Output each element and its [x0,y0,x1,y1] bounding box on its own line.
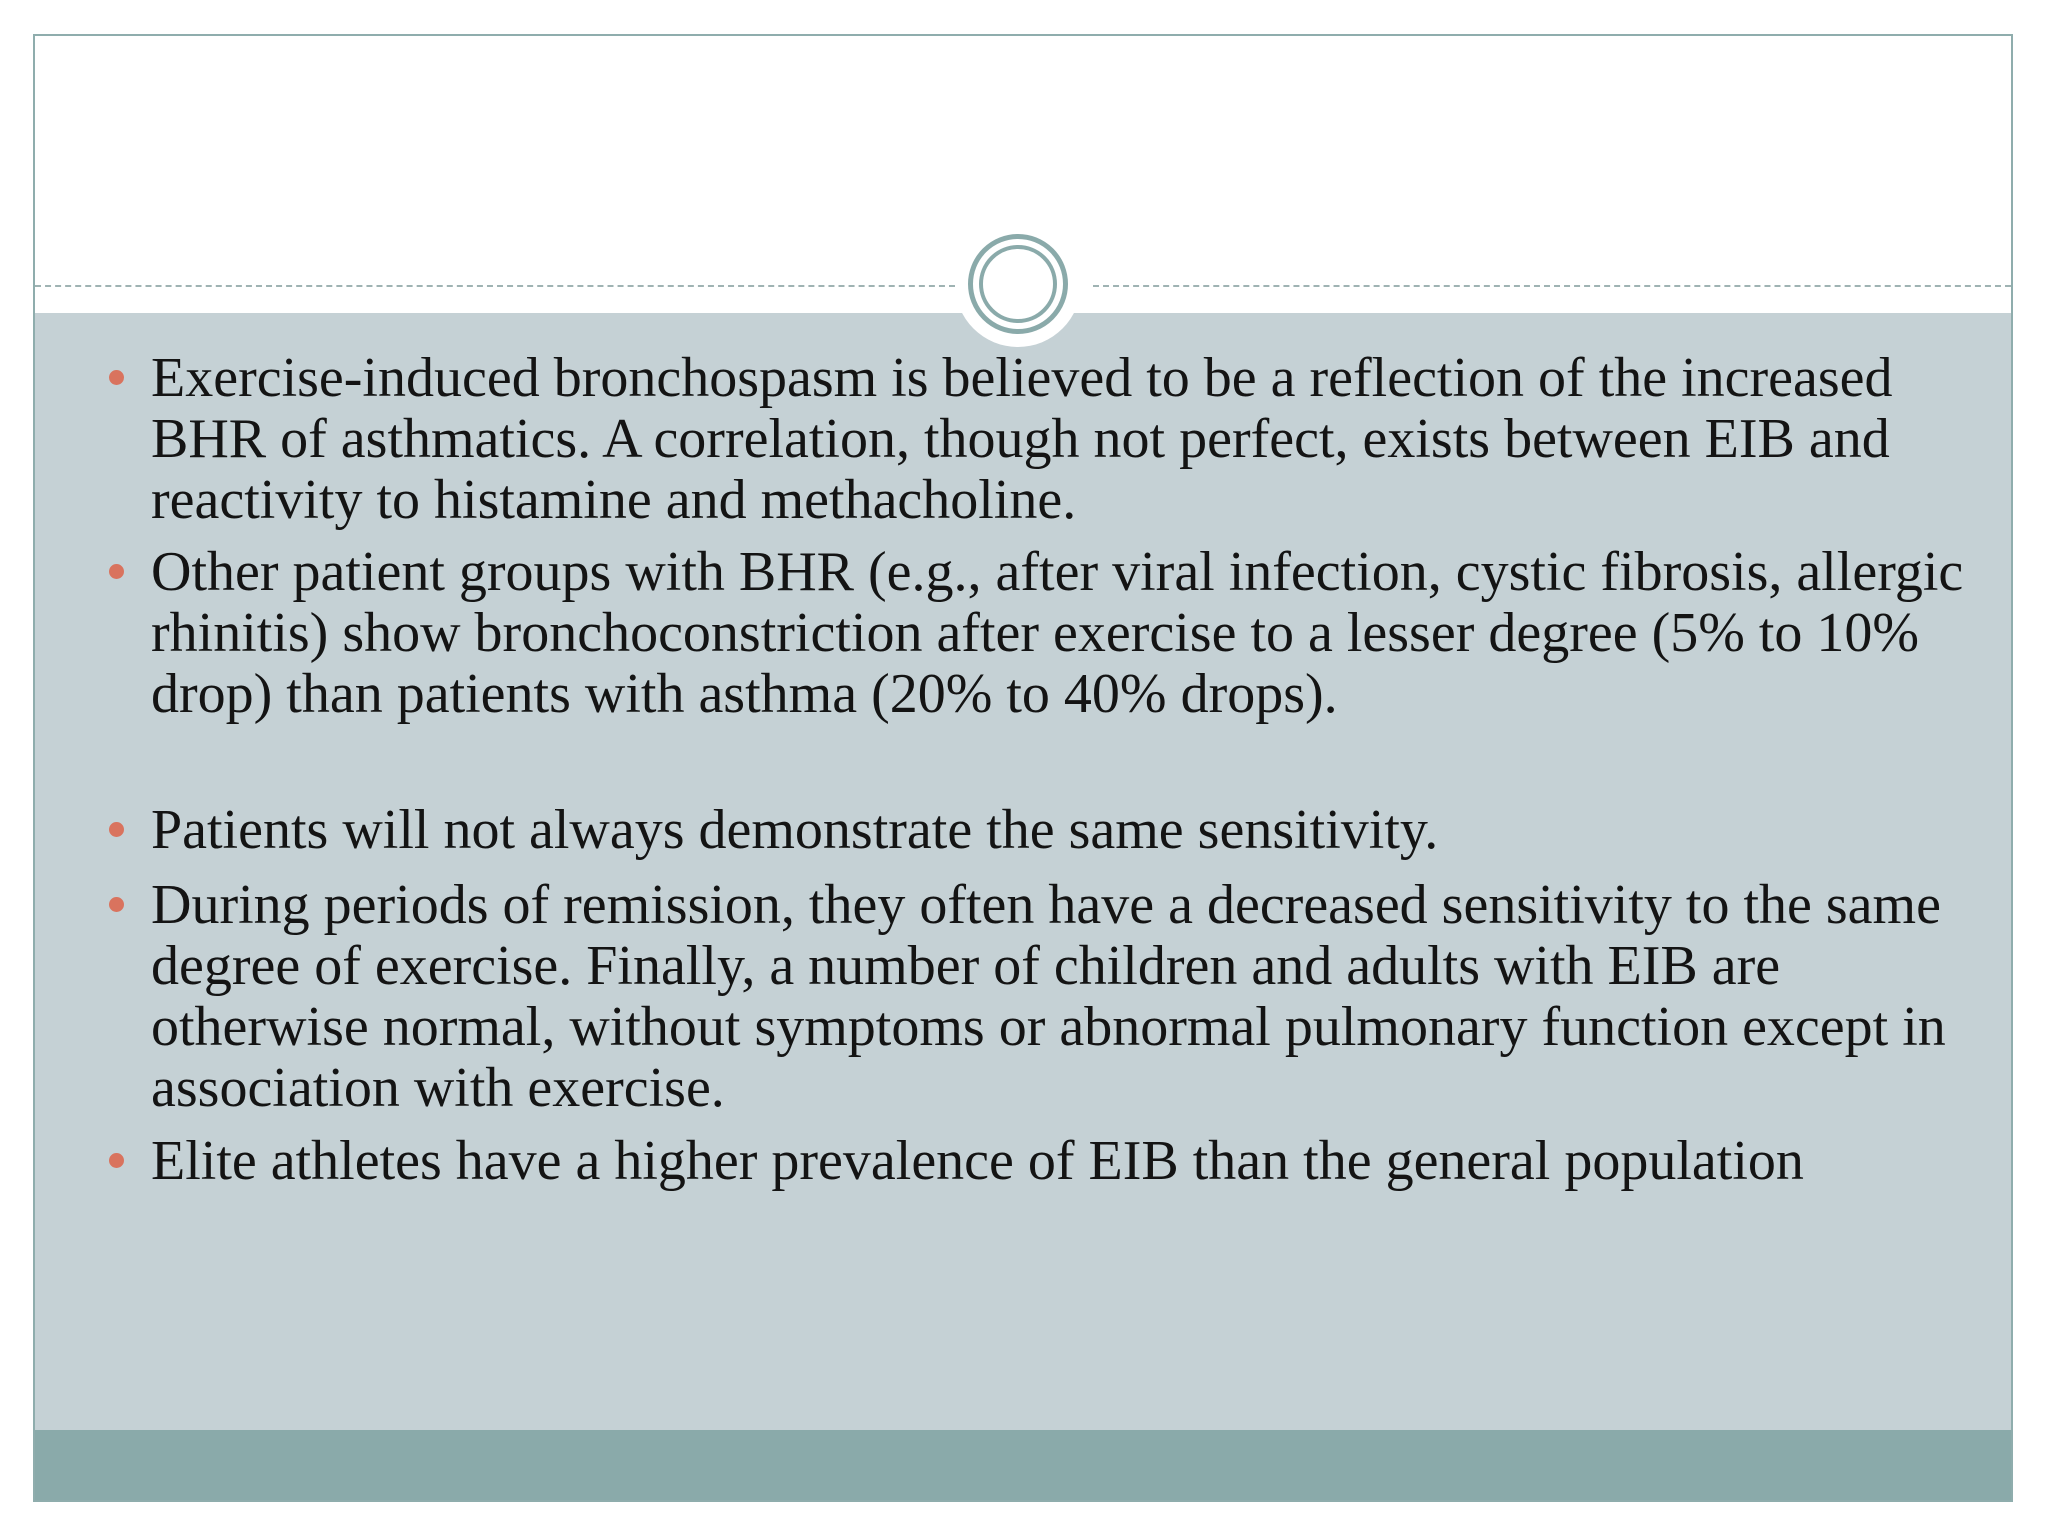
bullet-item [151,1131,1981,1192]
bullet-item [151,348,1981,531]
bullet-marker-icon [109,1153,124,1168]
bullet-text: Exercise-induced bronchospasm is believed to be a reflection of the increased BHR of asthmatics. A correlation, though not perfect, exists between EIB and reactivity to histamine and methacholine. [151,347,1893,531]
bullet-item [151,800,1981,861]
bullet-text: Patients will not always demonstrate the same sensitivity. [151,799,1439,861]
bullet-text: During periods of remission, they often have a decreased sensitivity to the same degree of exercise. Finally, a number of children and adults with EIB are otherwise normal, without symptoms or abnormal pulmonary function except in association with exercise. [151,874,1946,1119]
bullet-marker-icon [109,370,124,385]
bullet-marker-icon [109,564,124,579]
bullet-item [151,875,1981,1119]
footer-band [35,1430,2011,1502]
bullet-marker-icon [109,897,124,912]
bullet-text: Elite athletes have a higher prevalence of EIB than the general population [151,1130,1804,1192]
slide [33,34,2013,1502]
bullet-text: Other patient groups with BHR (e.g., after viral infection, cystic fibrosis, allergic rhinitis) show bronchoconstriction after exercise to a lesser degree (5% to 10% drop) than patients with asthma (20% to 40% drops). [151,541,1964,725]
circle-ornament-inner-icon [979,245,1057,323]
bullet-item [151,542,1981,725]
dashed-divider-right [1093,285,2011,287]
dashed-divider-left [35,285,955,287]
bullet-marker-icon [109,822,124,837]
